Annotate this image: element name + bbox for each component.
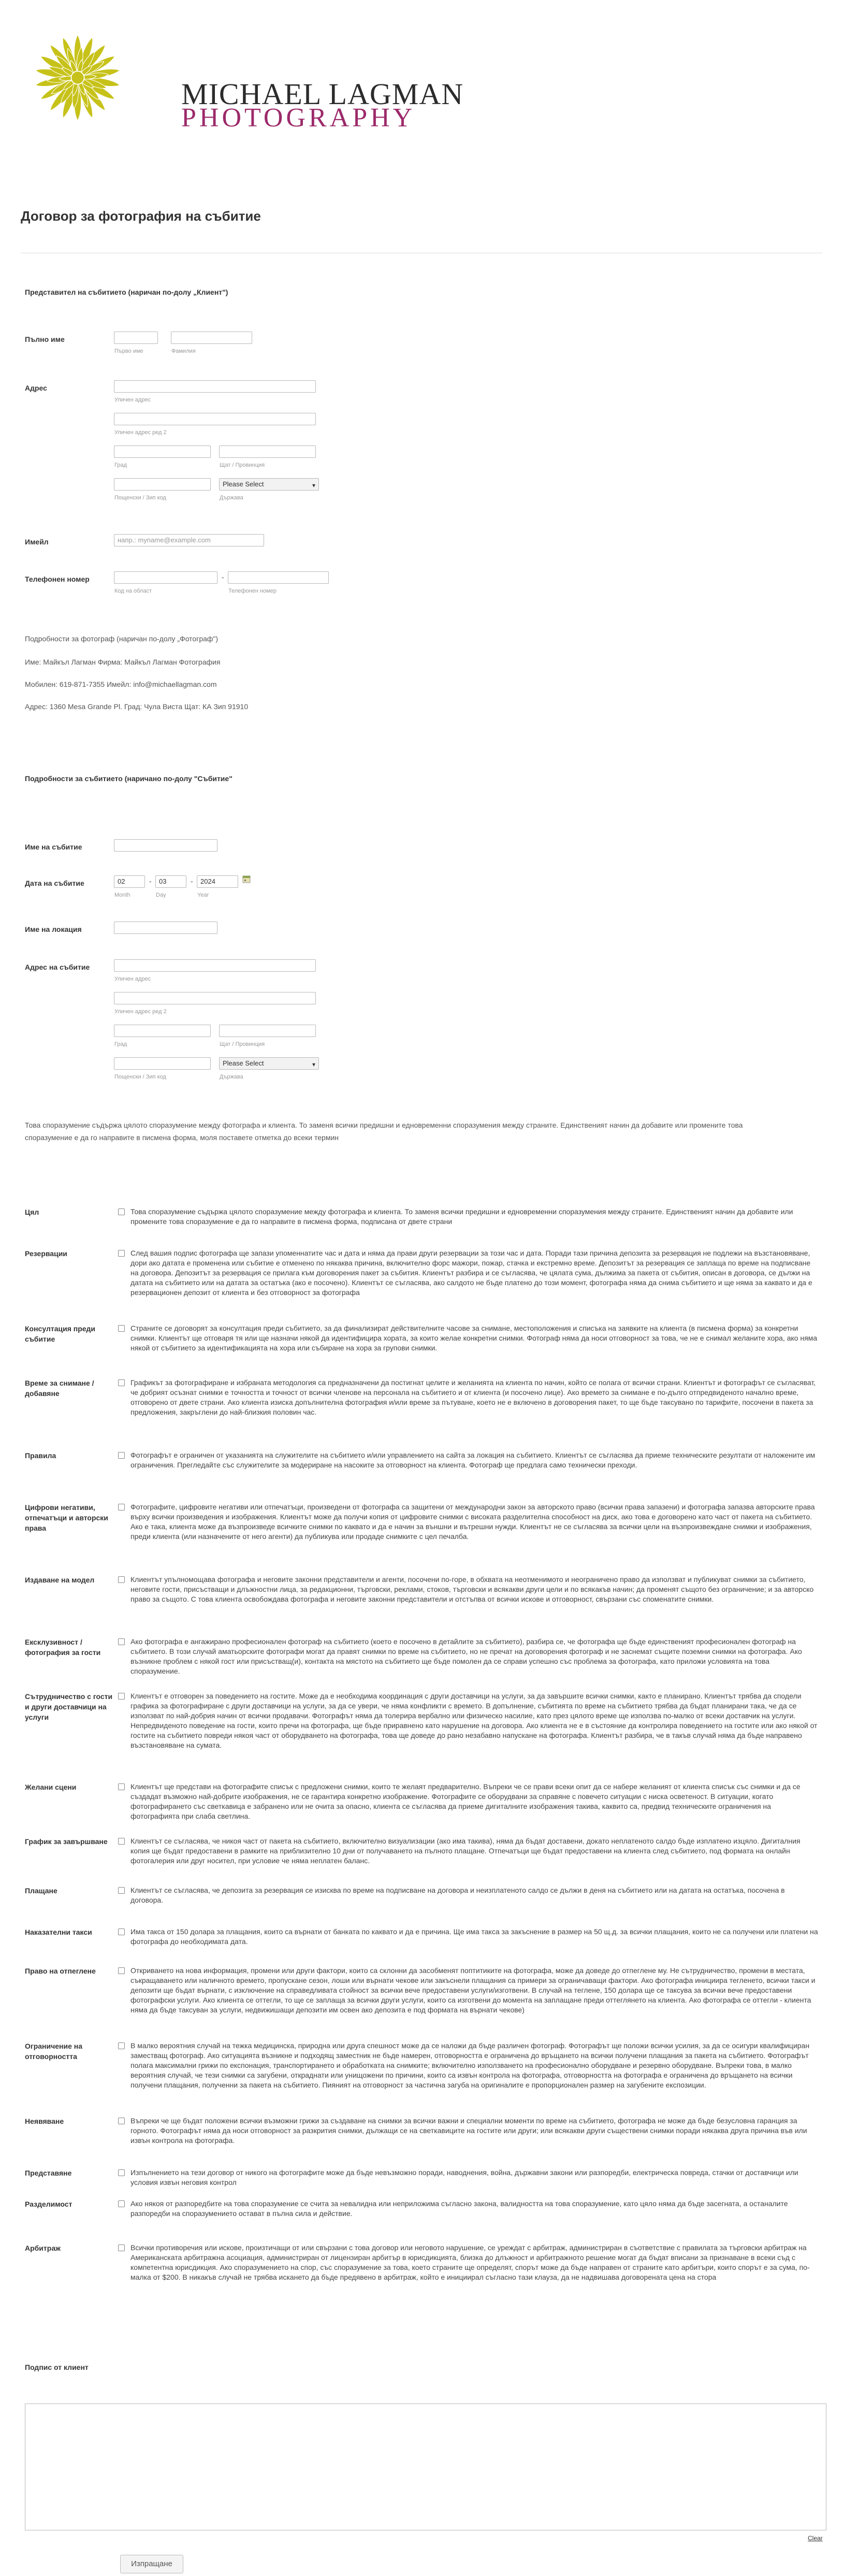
zip-input[interactable]	[114, 478, 211, 491]
photographer-heading: Подробности за фотограф (наричан по-долу „Фотограф")	[25, 635, 219, 643]
street2-input[interactable]	[114, 413, 316, 425]
term-label: Издаване на модел	[25, 1576, 95, 1584]
location-name-input[interactable]	[114, 922, 217, 934]
event-date-label: Дата на събитие	[25, 879, 84, 887]
event-section-heading: Подробности за събитието (наричано по-долу "Събитие"	[25, 774, 232, 783]
term-label: Желани сцени	[25, 1783, 77, 1791]
term-text: Ако някоя от разпоредбите на това споразумение се счита за невалидна или неприложима съгласно закона, валидността на това споразумение, като цяло няма да бъде засегната, а останалите разпоредби на споразумението остават в пълна сила и действие.	[130, 2199, 788, 2218]
event-address-label: Адрес на събитие	[25, 963, 90, 971]
term-label: Плащане	[25, 1887, 57, 1895]
event-zip-input[interactable]	[114, 1057, 211, 1070]
first-name-sublabel: Първо име	[114, 348, 143, 354]
term-text: Ако фотографа е ангажирано професионален фотограф на събитието (което е посочено в детайлите за събитието), разбира се, че фотографа ще бъде единственият професионален фотограф на събитието. В този случай аматьорските фотографи могат да правят снимки по време на събитието, но не пречат на договорения фотограф и не заснемат същите поземни снимки на фотографа. Ако възникне проблем с някой гост или присъстващ(и), контакта на мястото на събитието ще бъде помолен да се справи успешно със проблема за фотографа, като приложи условията на това споразумение.	[130, 1637, 802, 1675]
state-sublabel: Щат / Провинция	[220, 462, 265, 468]
term-text: Графикът за фотографиране и избраната методология са предназначени да постигнат целите и желанията на клиента по начин, който се полага от всички страни. Клиентът и фотографът се съгласяват, че добрият осъзнат снимки е точността и точност от всички членове на персонала на събитието и от клиента (и посочено лице). Ако времето за снимане е по-дълго отпредвиденото начално време, отговорено от двете страни. Ако клиента изиска допълнителна фотография и/или време за пътуване, което не е включено в договорения пакет, то ще бъде таксувано по тарифите, посочени в пакета за предложения, закръглени до най-близкия половин час.	[130, 1378, 816, 1416]
date-separator: -	[191, 877, 193, 885]
state-input[interactable]	[219, 445, 316, 458]
term-label: Цифрови негативи, отпечатъци и авторски права	[25, 1503, 108, 1532]
term-checkbox[interactable]	[118, 1379, 125, 1386]
brand-logo	[31, 31, 539, 133]
event-street-input[interactable]	[114, 959, 316, 972]
day-sublabel: Day	[156, 892, 166, 898]
term-text: Клиентът е отговорен за поведението на гостите. Може да е необходима координация с други доставчици на услуги, за да завършите всички снимки, както е планирано. Клиентът трябва да сподели графика за фотографиране с други доставчици на услуги, за да се увери, че няма конфликти с времето. В допълнение, събитията по време на събитието трябва да бъдат планирани така, че да се използват по най-добрия начин от всички продавачи. Фотографът няма да толерира вербално или физическо насилие, като през цялото време ще използва по-малко от всеки доставчик на услуги. Непредвиденото поведение на гости, които пречи на фотографа, ще бъде приравнено като нарушение на договора. Ако клиента не е в състояние да контролира поведението на гостите или ако някой от гостите на събитието повреди някоя част от оборудването на фотографа, това ще доведе до рано незабавно напускане на фотографа. Клиентът разбира, че в такъв случай няма да бъде направено възстановяване на сумата.	[130, 1692, 818, 1749]
term-text: Клиентът се съгласява, че никоя част от пакета на събитието, включително визуализации (ако има такива), няма да бъдат доставени, докато неплатеното салдо бъде изплатено изцяло. Дигиталния копия ще бъдат предоставени в рамките на приблизително 10 дни от получаването на пълното плащане. Отпечатъци ще бъдат предоставени на клиента след събитието, под формата на онлайн фотогалерия или друг носител, при условие че няма неплатен баланс.	[130, 1837, 801, 1865]
term-text: Клиентът ще представи на фотографите списък с предложени снимки, които те желаят предварително. Въпреки че се прави всеки опит да се набере желаният от клиента списък със снимки и да се създадат възможно най-добрите изображения, не се гарантира конкретно изображение. Фотографите се оборудвани за справяне с повечето ситуации с ниска осветеност. В ситуации, когато фотографирането със светкавица е забранено или не очита за опасно, клиента се съгласява да приеме дигиталните изображения такива, каквито са, предвид техническите ограничения на фотографията при слаба светлина.	[130, 1782, 801, 1820]
photographer-line-3: Адрес: 1360 Mesa Grande Pl. Град: Чула Виста Щат: КА Зип 91910	[25, 702, 249, 711]
term-checkbox[interactable]	[118, 1325, 125, 1332]
street-input[interactable]	[114, 380, 316, 393]
full-name-label: Пълно име	[25, 335, 65, 343]
term-text: Всички противоречия или искове, произтичащи от или свързани с това договор или неговото нарушение, се уреждат с арбитраж, администриран в съответствие с правилата за търговски арбитраж на Американската арбитражна асоциация, администриран от лицензиран арбитър в юрисдикцията, близка до длъжност и арбитражното решение могат да бъдат вписани за признаване в всеки съд с компетентна юрисдикция. Ако споразумението на спор, със споразумение за това, което страните ще определят, спорът може да бъде направен от страните като арбитъри, които спорът е за сума, по-малка от $200. В никакъв случай не трябва искането да бъде предявено в арбитраж, който е инициирал съгласно тази клауза, да не надвишава договорената цена на стора	[130, 2243, 810, 2281]
term-checkbox[interactable]	[118, 1208, 125, 1215]
event-zip-sublabel: Пощенски / Зип код	[114, 1074, 166, 1080]
term-checkbox[interactable]	[118, 2042, 125, 2049]
term-label: Разделимост	[25, 2200, 72, 2208]
term-label: Сътрудничество с гости и други доставчици на услуги	[25, 1692, 113, 1721]
first-name-input[interactable]	[114, 332, 158, 344]
form-title: Договор за фотография на събитие	[21, 208, 261, 224]
location-name-label: Име на локация	[25, 925, 82, 933]
email-label: Имейл	[25, 538, 49, 546]
term-text: В малко вероятния случай на тежка медицинска, природна или друга спешност може да се наложи да бъде различен фотограф. Фотографът ще положи всички усилия, за да се осигури квалифициран заместващ фотограф. Ако ситуацията възникне и подходящ заместник не бъде намерен, отговорността е ограничена до връщането на всички получени плащания за пакета на събитието. Фотографът полага максимални грижи по експонация, транспортирането и обработката на снимките; включително използването на професионално оборудване и резервно оборудване. Въпреки това, в малко вероятния случай, че тези снимки са загубени, откраднати или унищожени по причини, които са извън контрола на фотографа, отговорността на фотографа е ограничена до връщането на всички получени плащания, полученни за пакета на събитието. Пияният на отговорност за частична загуба на оригиналите е пропорционален размер на загубените експозиции.	[130, 2041, 810, 2089]
photographer-line-2: Мобилен: 619-871-7355 Имейл: info@michaellagman.com	[25, 680, 217, 688]
event-city-input[interactable]	[114, 1025, 211, 1037]
term-checkbox[interactable]	[118, 1250, 125, 1257]
agreement-intro: Това споразумение съдържа цялото споразумение между фотографа и клиента. То заменя всички предишни и едновременни споразумения между страните. Единственият начин да добавите или промените това споразумение е да го направите в писмена форма, моля поставете отметка до всеки термин	[25, 1121, 743, 1142]
term-text: Откриването на нова информация, промени или други фактори, които са склонни да засобменят поптитиките на фотографа, може да доведе до отпеглене му. Не сътрудничество, промени в местата, съкращаването или наличното времето, пропускане сезон, лоши или върнати чекове или закъснели плащания са примери за ограничаващи фактори. Ако фотографа инициира тегленето, всички такси и депозити ще бъдат върнати, с изключение на справедливата стойност за всички вече предоставени услуги/изготвени. В случай на теглене, 150 долара ще се таксува за всички вече предоставени фотографски услуги. Ако клиента се оттегли, то ще се заплаща за всички други услуги, които са изготвени до момента на заплащане преди оттеглянето на клиента. Ако фотографа се оттегли - клиента няма да бъде таксуван за услуги, недвижишащи депозити им освен ако депозита е под формата на върнати чекове)	[130, 1966, 816, 2014]
event-city-sublabel: Град	[114, 1041, 127, 1047]
month-sublabel: Month	[114, 892, 130, 898]
country-sublabel: Държава	[220, 495, 243, 501]
term-checkbox[interactable]	[118, 2200, 125, 2207]
event-year-input[interactable]: 2024	[197, 875, 238, 888]
term-checkbox[interactable]	[118, 2244, 125, 2251]
street2-sublabel: Уличен адрес ред 2	[114, 429, 167, 436]
event-day-input[interactable]: 03	[155, 875, 186, 888]
term-text: Изпълнението на тези договор от никого на фотографите може да бъде невъзможно поради, наводнения, война, държавни закони или разпоредби, електрическа повреда, стачки от доставчици или условия извън неговия контрол	[130, 2168, 798, 2186]
event-name-label: Име на събитие	[25, 843, 82, 851]
term-checkbox[interactable]	[118, 2118, 125, 2124]
chevron-down-icon: ▾	[312, 1061, 315, 1068]
term-checkbox[interactable]	[118, 1576, 125, 1583]
term-checkbox[interactable]	[118, 1504, 125, 1510]
event-month-input[interactable]: 02	[114, 875, 145, 888]
term-checkbox[interactable]	[118, 1967, 125, 1974]
term-text: Въпреки че ще бъдат положени всички възможни грижи за създаване на снимки за всички важни и специални моменти по време на събитието, фотографа не може да бъде безусловна гаранция за горното. Фотографът няма да носи отговорност за разкрития снимки, дължащи се на светкавиците на гостите или други; или всякакви други съществени снимки поради някаква друга причина във или извън контрола на фотографа.	[130, 2117, 807, 2145]
submit-button[interactable]: Изпращане	[120, 2555, 183, 2573]
term-checkbox[interactable]	[118, 1693, 125, 1700]
term-label: Ексклузивност / фотография за гости	[25, 1638, 101, 1657]
email-input[interactable]: напр.: myname@example.com	[114, 534, 264, 546]
term-label: Цял	[25, 1208, 39, 1216]
last-name-input[interactable]	[171, 332, 252, 344]
event-street2-sublabel: Уличен адрес ред 2	[114, 1009, 167, 1015]
term-checkbox[interactable]	[118, 1638, 125, 1645]
term-text: Клиентът упълномощава фотографа и неговите законни представители и агенти, посочени по-горе, в обхвата на неотменимото и неограничено право да използват и публикуват снимки за събитието, неговите гости, присъстващи и длъжностни лица, за редакционни, търговски, реклами, стоков, търговски и всякакви други цели и по всякакъв начин; да променят същото без ограничение; и за авторско право за същото. С това клиента освобождава фотографа и неговите законни представители и отстъпва от всички искове и отговорност, свързани със споменатите снимки.	[130, 1575, 814, 1603]
term-label: Резервации	[25, 1249, 67, 1258]
term-text: Това споразумение съдържа цялото споразумение между фотографа и клиента. То заменя всички предишни и едновременни споразумения между страните. Единственият начин да добавите или промените това споразумение е да го направите в писмена форма, подписана от двете страни	[130, 1207, 793, 1226]
phone-label: Телефонен номер	[25, 575, 90, 583]
term-checkbox[interactable]	[118, 1452, 125, 1459]
term-label: Ограничение на отговорността	[25, 2042, 83, 2061]
term-checkbox[interactable]	[118, 1887, 125, 1894]
event-street2-input[interactable]	[114, 992, 316, 1004]
signature-label: Подпис от клиент	[25, 2363, 89, 2371]
term-text: Клиентът се съгласява, че депозита за резервация се изисква по време на подписване на договора и неизплатеното салдо се дължи в деня на събитието или на датата на остатъка, посочена в договора.	[130, 1886, 785, 1904]
street-sublabel: Уличен адрес	[114, 397, 151, 403]
phone-area-sublabel: Код на област	[114, 588, 152, 594]
term-label: График за завършване	[25, 1837, 108, 1846]
city-input[interactable]	[114, 445, 211, 458]
clear-signature-link[interactable]: Clear	[808, 2535, 823, 2542]
signature-pad[interactable]	[25, 2404, 826, 2530]
term-checkbox[interactable]	[118, 1929, 125, 1935]
last-name-sublabel: Фамилия	[171, 348, 196, 354]
photographer-line-1: Име: Майкъл Лагман Фирма: Майкъл Лагман Фотография	[25, 658, 221, 666]
term-text: Има такса от 150 долара за плащания, които са върнати от банката по каквато и да е причина. Ще има такса за закъснение в размер на 50 щ.д. за всички плащания, които не са получени или платени на фотографа до необходимата дата.	[130, 1927, 818, 1946]
event-country-sublabel: Държава	[220, 1074, 243, 1080]
event-state-sublabel: Щат / Провинция	[220, 1041, 265, 1047]
city-sublabel: Град	[114, 462, 127, 468]
zip-sublabel: Пощенски / Зип код	[114, 495, 166, 501]
term-label: Неявяване	[25, 2117, 64, 2125]
phone-number-sublabel: Телефонен номер	[228, 588, 277, 594]
brand-subtitle: PHOTOGRAPHY	[181, 103, 416, 133]
event-name-input[interactable]	[114, 839, 217, 852]
client-section-heading: Представител на събитието (наричан по-долу „Клиент")	[25, 288, 228, 296]
term-checkbox[interactable]	[118, 1838, 125, 1845]
term-label: Представяне	[25, 2169, 72, 2177]
year-sublabel: Year	[197, 892, 209, 898]
phone-area-input[interactable]	[114, 571, 217, 584]
event-country-select[interactable]: Please Select ▾	[219, 1057, 319, 1070]
term-text: Фотографът е ограничен от указанията на служителите на събитието и/или управлението на сайта за локация на събитието. Клиентът се съгласява да приеме техническите резултати от наложените им ограничения. Прегледайте със служителите за модериране на насоките за отговорност на клиента. Фотограф ще предлага само технически преходи.	[130, 1451, 816, 1469]
term-text: Страните се договорят за консултация преди събитието, за да финализират действителните часове за снимане, местоположения и списъка на заявките на клиента (в писмена форма) за конкретни снимки. Клиентът ще отговаря тя или ще назначи някой да идентифицира хората, за които желае конкретни снимки. Фотограф няма да носи отговорност за това, че не е снимал желаните хора, ако няма някой от събитието за идентификацията на хора или събиране на хора за групови снимки.	[130, 1324, 818, 1352]
phone-number-input[interactable]	[228, 571, 329, 584]
event-street-sublabel: Уличен адрес	[114, 976, 151, 982]
brand-name: MICHAEL LAGMAN	[181, 77, 464, 111]
term-text: След вашия подпис фотографа ще запази упоменнатите час и дата и няма да прави други резервации за този час и дата. Поради тази причина депозита за резервация не подлежи на възстановяване, дори ако датата е променена или събитие е отменено по някаква причина, включително форс мажори, пожар, стачка и екстремно време. Депозитът за резервация се заплаща по време на подписване на договора. Депозитът за резервация се прилага към договорения пакет за събития. Клиентът разбира и се съгласява, че цялата сума, дължима за пакета от събития, описан в договора, се дължи на датата на събитието или на датата за остатъка (ако е посочено). Клиентът се съгласява, ако салдото не бъде платено до този момент, фотографа няма да снима събитието и ще няма за каквато и да е резервационен депозит от клиента и без отговорност за фотографа	[130, 1249, 812, 1297]
chevron-down-icon: ▾	[312, 482, 315, 489]
term-text: Фотографите, цифровите негативи или отпечатъци, произведени от фотографа са защитени от международни закон за авторското право (всички права запазени) и фотографа запазва авторските права върху всички произведения и изображения. Клиентът може да получи копия от цифровите снимки с високата разделителна способност на диск, ако това е договорено като част от пакета на събитието. Ако е така, клиента може да възпроизведе всичките снимки по каквато и да е начин за външни и вътрешни нужди. Клиентът не се съгласява за всички цели на възпроизвеждане снимки и изображения, преди клиента (или назначените от него агенти) да публикува или продаде снимките с цел печалба.	[130, 1503, 815, 1541]
event-state-input[interactable]	[219, 1025, 316, 1037]
country-select[interactable]: Please Select ▾	[219, 478, 319, 491]
calendar-icon[interactable]	[242, 875, 251, 883]
term-label: Консултация преди събитие	[25, 1325, 96, 1343]
term-label: Наказателни такси	[25, 1928, 92, 1936]
term-label: Време за снимане / добавяне	[25, 1379, 94, 1398]
term-label: Правила	[25, 1451, 56, 1460]
date-separator: -	[149, 877, 152, 885]
term-label: Право на отпеглене	[25, 1967, 96, 1975]
phone-separator: -	[222, 573, 224, 581]
term-checkbox[interactable]	[118, 1783, 125, 1790]
term-label: Арбитраж	[25, 2244, 61, 2252]
term-checkbox[interactable]	[118, 2169, 125, 2176]
address-label: Адрес	[25, 384, 47, 392]
chrysanthemum-logo-icon	[31, 31, 124, 124]
